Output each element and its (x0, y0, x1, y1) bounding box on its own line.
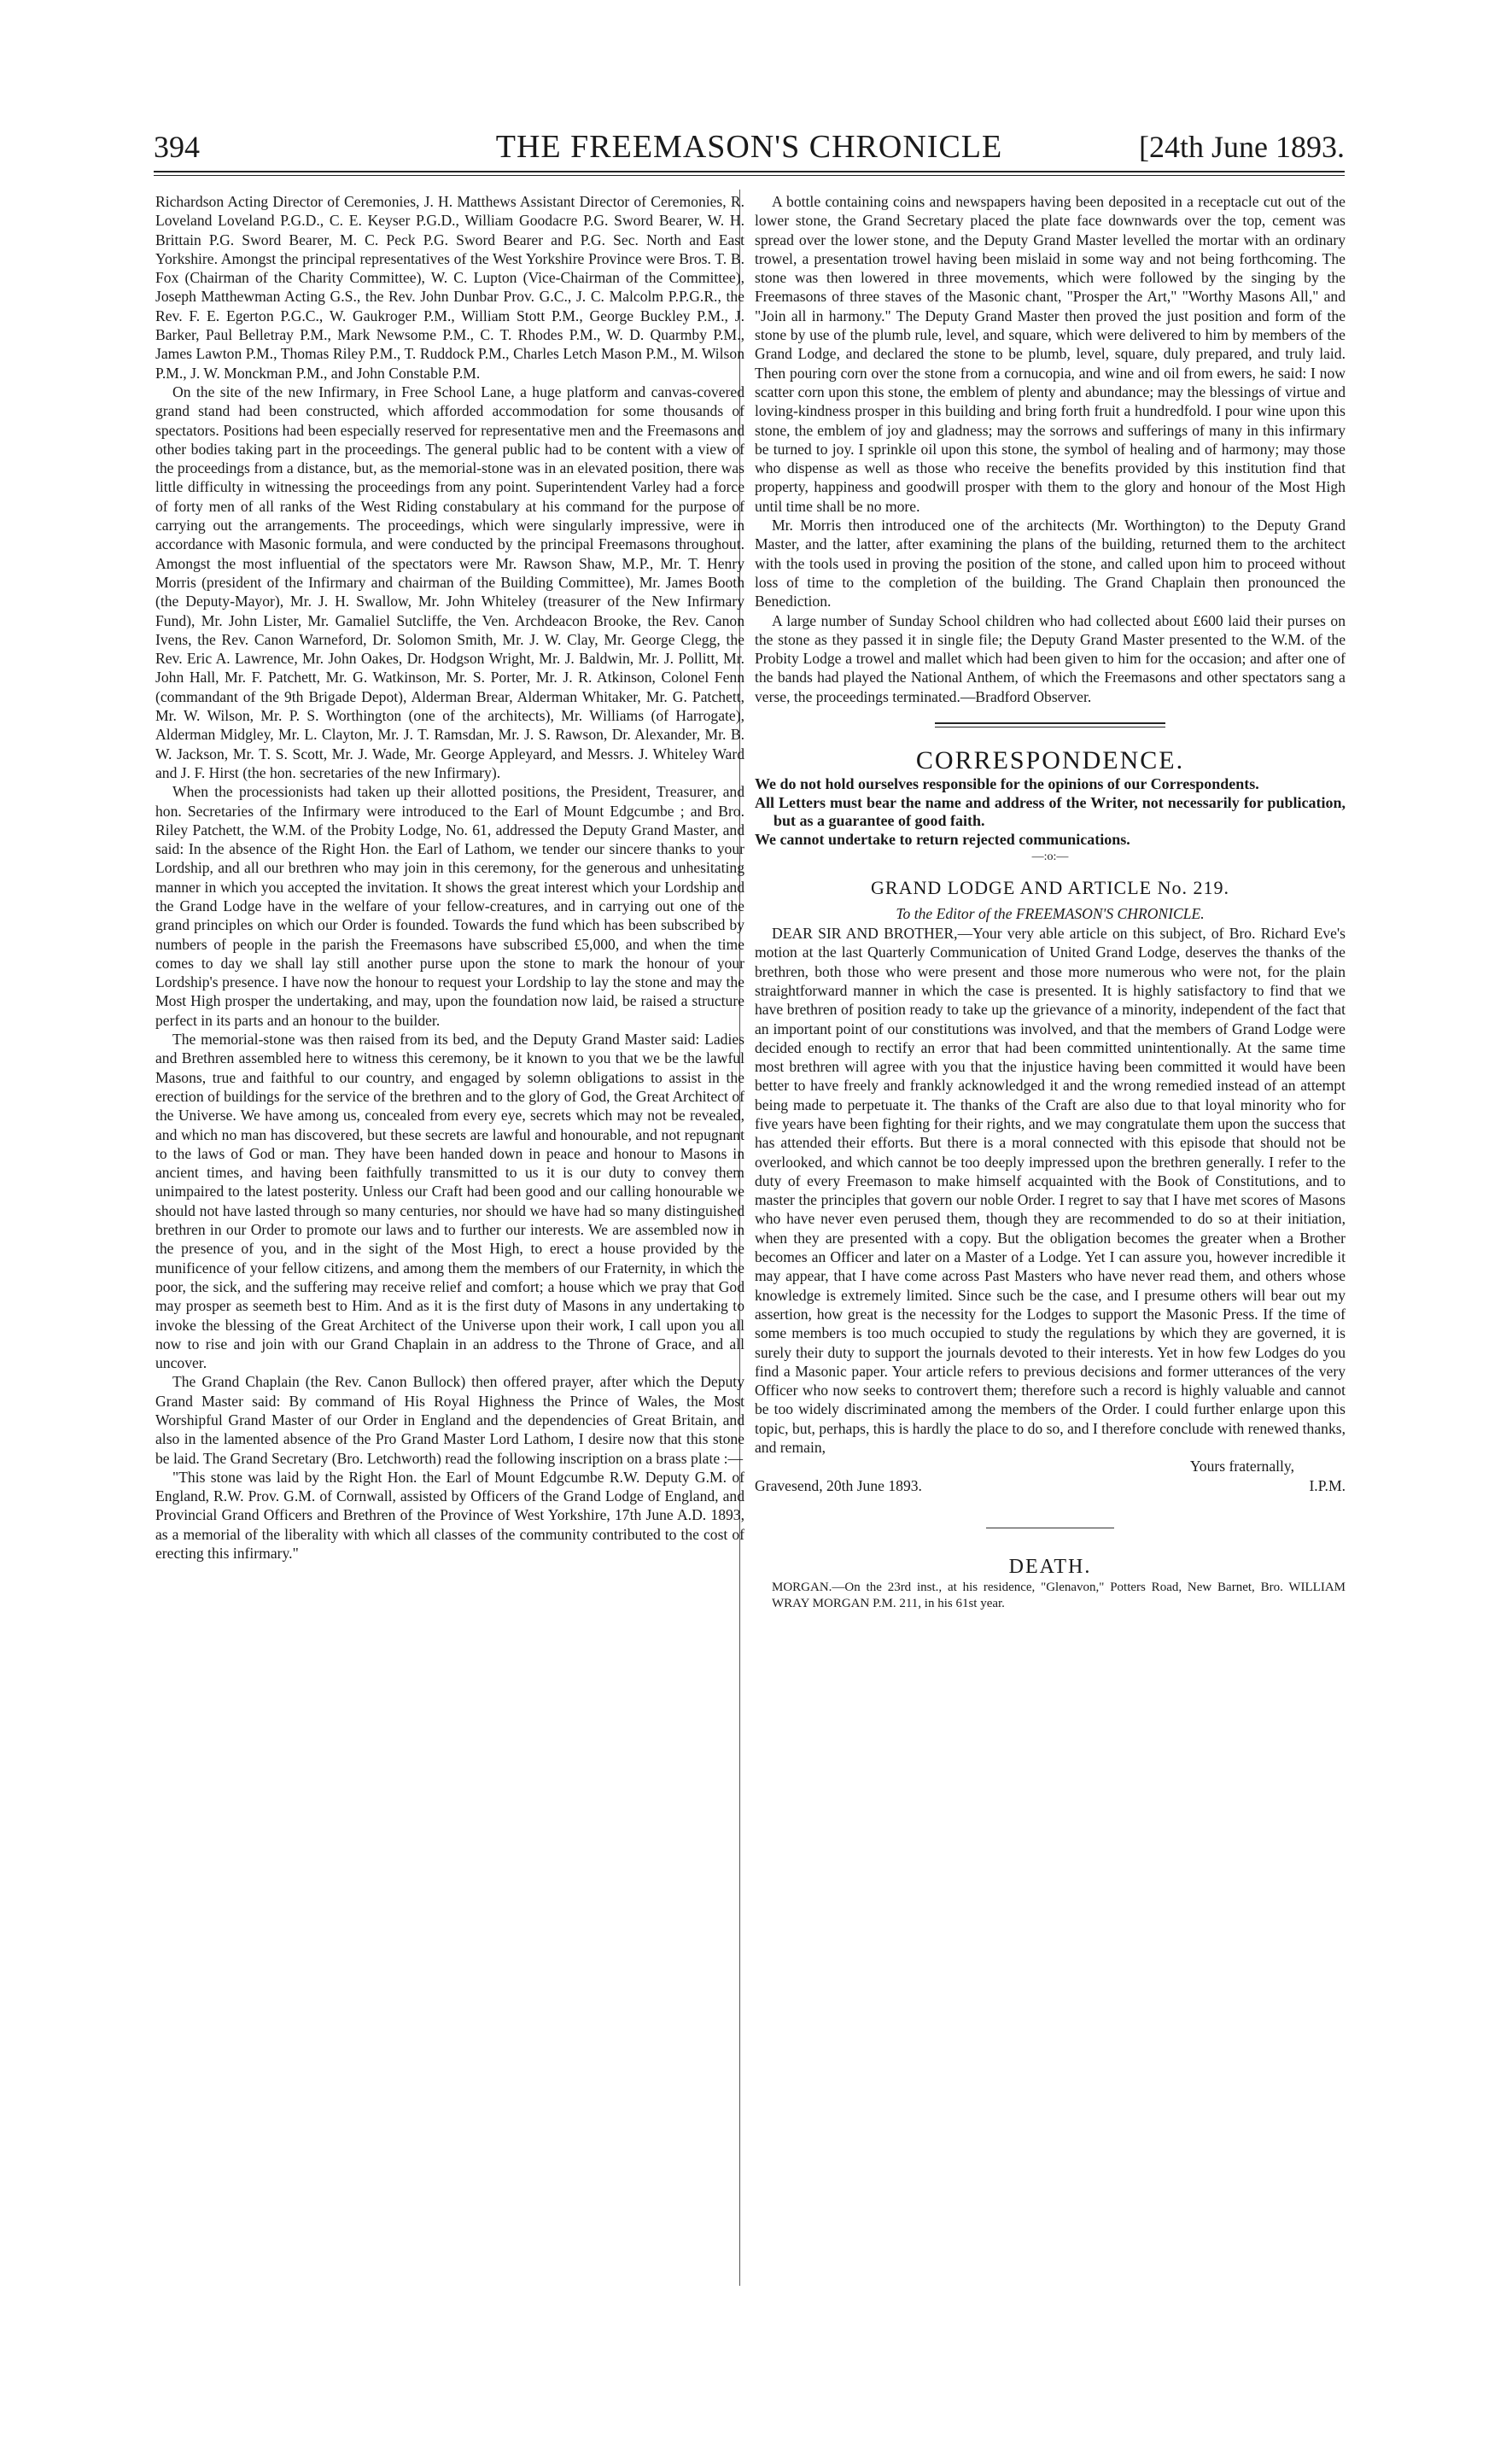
article-paragraph: When the processionists had taken up their allotted positions, the President, Treasurer, and hon. Secretaries of the Infirmary were introduced to the Earl of Mount Edgcumbe ; and Bro. Riley Patchett, the W.M. of the Probity Lodge, No. 61, addressed the Deputy Grand Master, and said: In the absence of the Right Hon. the Earl of Lathom, we tender our sincere thanks to your Lordship, and all our brethren who may join in this ceremony, for the generous and unhesitating manner in which you accepted the invitation. It shows the great interest which your Lordship and the Grand Lodge have in the welfare of your fellow-creatures, and in carrying out one of the grand principles on which our Order is founded. Towards the fund which has been subscribed by numbers of people in the parish the Freemasons have subscribed £5,000, and when the time comes to day we shall lay still another purse upon the stone to mark the honour of your Lordship's presence. I have now the honour to request your Lordship to lay the stone and may the Most High prosper the undertaking, and may, upon the foundation now laid, be raised a structure perfect in its parts and an honour to the builder. (155, 783, 744, 1029)
letter-addressee: To the Editor of the FREEMASON'S CHRONICLE. (896, 905, 1205, 923)
article-paragraph: A large number of Sunday School children who had collected about £600 laid their purses on the stone as they passed it in single file; the Deputy Grand Master presented to the W.M. of the Probity Lodge a trowel and mallet which had been given to him for the occasion; and after one of the bands had played the National Anthem, of which the Freemasons and other spectators sang a verse, the proceedings terminated.—Bradford Observer. (755, 611, 1346, 705)
correspondence-notice: All Letters must bear the name and address of the Writer, not necessarily for publication, but as a guarantee of good faith. (755, 793, 1346, 830)
right-column (755, 192, 1346, 1612)
letter-closing: Yours fraternally, (1189, 1458, 1294, 1475)
death-heading: DEATH. (1008, 1555, 1092, 1578)
correspondence-notice: We do not hold ourselves responsible for the opinions of our Correspondents. (755, 775, 1259, 793)
inscription-text: "This stone was laid by the Right Hon. the Earl of Mount Edgcumbe R.W. Deputy G.M. of England, R.W. Prov. G.M. of Cornwall, assisted by Officers of the Grand Lodge of England, and Provincial Grand Officers and Brethren of the Province of West Yorkshire, 17th June A.D. 1893, as a memorial of the liberality with which all classes of the community contributed to the cost of erecting this infirmary." (155, 1468, 744, 1563)
letter-title: GRAND LODGE AND ARTICLE No. 219. (871, 877, 1229, 899)
ornament-divider: —:o:— (1031, 850, 1069, 864)
header-rule (154, 171, 1345, 176)
letter-place-date: Gravesend, 20th June 1893. (755, 1476, 922, 1494)
page-header (154, 128, 1345, 171)
publication-title: THE FREEMASON'S CHRONICLE (495, 129, 1003, 165)
issue-date: [24th June 1893. (1139, 130, 1345, 164)
left-column (155, 192, 744, 1563)
section-rule (935, 722, 1165, 727)
letter-signature-line (755, 1476, 1346, 1495)
page-number: 394 (154, 130, 200, 164)
article-paragraph: Mr. Morris then introduced one of the architects (Mr. Worthington) to the Deputy Grand Master, and the latter, after examining the plans of the building, returned them to the architect with the tools used in proving the position of the stone, and called upon him to proceed without loss of time to the completion of the building. The Grand Chaplain then pronounced the Benediction. (755, 517, 1346, 611)
death-notice: MORGAN.—On the 23rd inst., at his residence, "Glenavon," Potters Road, New Barnet, Bro. WILLIAM WRAY MORGAN P.M. 211, in his 61st year. (772, 1580, 1346, 1610)
article-paragraph: A bottle containing coins and newspapers having been deposited in a receptacle cut out of the lower stone, the Grand Secretary placed the plate face downwards over the top, cement was spread over the lower stone, and the Deputy Grand Master levelled the mortar with an ordinary trowel, a presentation trowel having been mislaid in some way and not being forthcoming. The stone was then lowered in three movements, which were followed by the singing by the Freemasons of three staves of the Masonic chant, "Prosper the Art," "Worthy Masons All," and "Join all in harmony." The Deputy Grand Master then proved the just position and form of the stone by use of the plumb rule, level, and square, which were delivered to him by members of the Grand Lodge, and declared the stone to be plumb, level, square, duly prepared, and truly laid. Then pouring corn over the stone from a cornucopia, and wine and oil from ewers, he said: I now scatter corn upon this stone, the emblem of plenty and abundance; may the blessings of virtue and loving-kindness prosper in this building and bring forth fruit a hundredfold. I pour wine upon this stone, the emblem of joy and gladness; may the sorrows and sufferings of many in this infirmary be turned to joy. I sprinkle oil upon this stone, the symbol of healing and of harmony; may those who dispense as well as those who receive the benefits provided by this institution find that property, happiness and goodwill prosper with them to the glory and honour of the Most High until time shall be no more. (755, 193, 1346, 515)
letter-signature: I.P.M. (1309, 1476, 1346, 1494)
article-paragraph: The memorial-stone was then raised from its bed, and the Deputy Grand Master said: Ladies and Brethren assembled here to witness this ceremony, be it known to you that we be the lawful Masons, true and faithful to our country, and engaged by solemn obligations to assist in the erection of buildings for the service of the brethren and to the glory of God, the Great Architect of the Universe. We have among us, concealed from every eye, secrets which may not be revealed, and which no man has discovered, but these secrets are lawful and honourable, and not repugnant to the laws of God or man. They have been handed down in peace and honour to Masons in ancient times, and having been faithfully transmitted to us it is our duty to convey them unimpaired to the latest posterity. Unless our Craft had been good and our calling honourable we should not have lasted through so many centuries, nor should we have had so many distinguished brethren in our Order to promote our laws and to further our interests. We are assembled now in the presence of you, and in the sight of the Most High, to erect a house provided by the munificence of your fellow citizens, and among them the members of our Fraternity, in which the poor, the sick, and the suffering may receive relief and comfort; a house which we pray that God may prosper as seemeth best to Him. And as it is the first duty of Masons in any undertaking to invoke the blessing of the Great Architect of the Universe upon their work, I call upon you all now to rise and join with our Grand Chaplain in an address to the Throne of Grace, and all uncover. (155, 1031, 744, 1372)
article-paragraph: Richardson Acting Director of Ceremonies, J. H. Matthews Assistant Director of Ceremonies, R. Loveland Loveland P.G.D., C. E. Keyser P.G.D., William Goodacre P.G. Sword Bearer, W. H. Brittain P.G. Sword Bearer, M. C. Peck P.G. Sword Bearer and P.G. Sec. North and East Yorkshire. Amongst the principal representatives of the West Yorkshire Province were Bros. T. B. Fox (Chairman of the Charity Committee), W. C. Lupton (Vice-Chairman of the Committee), Joseph Matthewman Acting G.S., the Rev. John Dunbar Prov. G.C., J. C. Malcolm P.P.G.R., the Rev. F. E. Egerton P.G.C., W. Gaukroger P.M., William Stott P.M., George Buckley P.M., J. Barker, Paul Belletray P.M., Mark Newsome P.M., C. T. Rhodes P.M., W. D. Quarmby P.M., James Lawton P.M., Thomas Riley P.M., T. Ruddock P.M., Charles Letch Mason P.M., M. Wilson P.M., J. W. Monckman P.M., and John Constable P.M. (155, 193, 744, 382)
article-paragraph: The Grand Chaplain (the Rev. Canon Bullock) then offered prayer, after which the Deputy Grand Master said: By command of His Royal Highness the Prince of Wales, the Most Worshipful Grand Master of our Order in England and the dependencies of Great Britain, and also in the lamented absence of the Pro Grand Master Lord Lathom, I desire now that this stone be laid. The Grand Secretary (Bro. Letchworth) read the following inscription on a brass plate :— (155, 1373, 744, 1467)
article-paragraph: On the site of the new Infirmary, in Free School Lane, a huge platform and canvas-covered grand stand had been constructed, which afforded accommodation for some thousands of spectators. Positions had been especially reserved for representative men and the Freemasons and other bodies taking part in the proceedings. The general public had to be content with a view of the proceedings from a distance, but, as the memorial-stone was in an elevated position, there was little difficulty in witnessing the proceedings from any point. Superintendent Varley had a force of forty men of all ranks of the West Riding constabulary at his command for the purpose of carrying out the arrangements. The proceedings, which were singularly impressive, were in accordance with Masonic formula, and were conducted by the principal Freemasons throughout. Amongst the most influential of the spectators were Mr. Rawson Shaw, M.P., Mr. T. Henry Morris (president of the Infirmary and chairman of the Building Committee), Mr. James Booth (the Deputy-Mayor), Mr. J. H. Swallow, Mr. John Whiteley (treasurer of the New Infirmary Fund), Mr. John Lister, Mr. Gamaliel Sutcliffe, the Ven. Archdeacon Brooke, the Rev. Canon Ivens, the Rev. Canon Warneford, Dr. Solomon Smith, Mr. J. W. Clay, Mr. George Clegg, the Rev. Eric A. Lawrence, Mr. John Oakes, Dr. Hodgson Wright, Mr. J. Baldwin, Mr. J. Pollitt, Mr. John Hall, Mr. F. Patchett, Mr. G. Watkinson, Mr. S. Porter, Mr. J. R. Atkinson, Colonel Fenn (commandant of the 9th Brigade Depot), Alderman Brear, Alderman Whitaker, Mr. G. Patchett, Mr. W. Wilson, Mr. P. S. Worthington (one of the architects), Mr. Williams (of Harrogate), Alderman Midgley, Mr. L. Clayton, Mr. J. T. Ramsdan, Mr. J. S. Rawson, Dr. Alexander, Mr. B. W. Jackson, Mr. T. S. Scott, Mr. J. Wade, Mr. George Appleyard, and Messrs. J. Whiteley Ward and J. F. Hirst (the hon. secretaries of the new Infirmary). (155, 383, 744, 781)
letter-body: DEAR SIR AND BROTHER,—Your very able article on this subject, of Bro. Richard Eve's motion at the last Quarterly Communication of United Grand Lodge, deserves the thanks of the brethren, both those who were present and those more numerous who were not, for the plain straightforward manner in which the case is presented. It is highly satisfactory to find that we have brethren of position ready to take up the grievance of a minority, independent of the fact that an important point of our constitutions was involved, and that the members of Grand Lodge were decided enough to rectify an error that had been committed unintentionally. At the same time most brethren will agree with you that the injustice having been committed it would have been better to have freely and frankly acknowledged it and the wrong remedied instead of an attempt being made to perpetuate it. The thanks of the Craft are also due to that loyal minority who for five years have been fighting for their rights, and we may congratulate them upon the success that has attended their efforts. But there is a moral connected with this episode that should not be overlooked, and which cannot be too deeply impressed upon the brethren generally. I refer to the duty of every Freemason to make himself acquainted with the Book of Constitutions, and to master the principles that govern our noble Order. I regret to say that I have met scores of Masons who have never even perused them, though they are recommended to do so at their initiation, when they are presented with a copy. But the obligation becomes the greater when a Brother becomes an Officer and later on a Master of a Lodge. Yet I can assure you, however incredible it may appear, that I have come across Past Masters who have never read them, and others whose knowledge is extremely limited. Since such be the case, and I presume others will bear out my assertion, how great is the necessity for the Lodges to support the Masonic Press. If the time of some members is too much occupied to study the regulations by which they are governed, it is surely their duty to support the journals devoted to their interests. Yet in how few Lodges do you find a Masonic paper. Your article refers to previous decisions and former utterances of the very Officer who now seeks to controvert them; therefore such a record is highly valuable and cannot be too widely discriminated among the members of the Order. I could further enlarge upon this topic, but, perhaps, this is hardly the place to do so, and I therefore conclude with renewed thanks, and remain, (755, 925, 1346, 1457)
correspondence-notice: We cannot undertake to return rejected communications. (755, 830, 1130, 848)
correspondence-heading: CORRESPONDENCE. (915, 746, 1185, 775)
